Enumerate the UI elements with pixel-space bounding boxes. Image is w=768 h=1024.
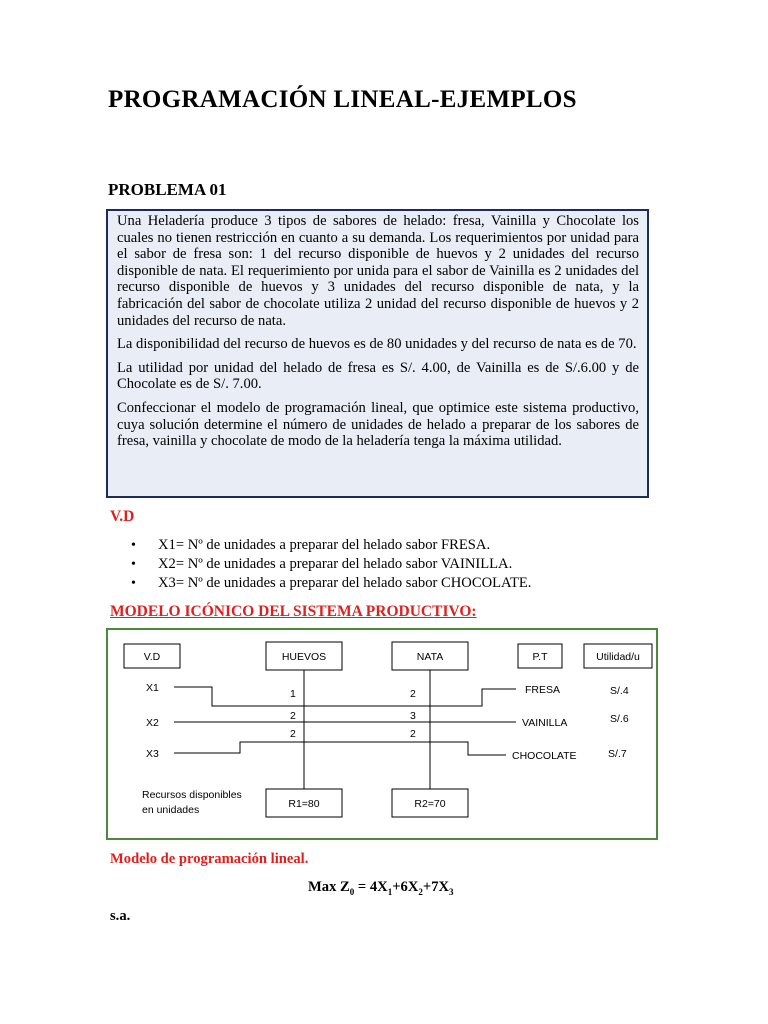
lp-model-heading: Modelo de programación lineal. xyxy=(110,851,309,867)
objective-x3-subscript: 3 xyxy=(449,886,454,897)
statement-paragraph-1: Una Heladería produce 3 tipos de sabores de helado: fresa, Vainilla y Chocolate los cuales no tienen restricción en cuanto a su demanda. Los requerimientos por unidad para el sabor de fresa son: 1 del recurso disponible de huevos y 2 unidades del recurso disponible de nata. El requerimiento por unida para el sabor de Vainilla es 2 unidades del recurso disponible de huevos y 3 unidades del recurso disponible de nata, y la fabricación del sabor de chocolate utiliza 2 unidad del recurso disponible de huevos y 2 unidades del recurso de nata. xyxy=(117,213,639,329)
coef-huevos-x3: 2 xyxy=(290,728,296,740)
iconic-model-heading: MODELO ICÓNICO DEL SISTEMA PRODUCTIVO: xyxy=(110,603,477,620)
x3-route xyxy=(174,742,506,755)
statement-paragraph-2: La disponibilidad del recurso de huevos es de 80 unidades y del recurso de nata es de 70. xyxy=(117,336,637,353)
x1-route xyxy=(174,687,516,706)
objective-term1: = 4X xyxy=(354,879,388,895)
variable-x3: • X3= Nº de unidades a preparar del helado sabor CHOCOLATE. xyxy=(131,574,531,593)
vd-box-label: V.D xyxy=(143,651,161,663)
variable-x2: • X2= Nº de unidades a preparar del helado sabor VAINILLA. xyxy=(131,555,531,574)
iconic-model-diagram xyxy=(106,628,658,840)
r1-label: R1=80 xyxy=(288,798,320,810)
utility-vainilla: S/.6 xyxy=(610,713,629,725)
vd-heading: V.D xyxy=(110,508,135,525)
utility-fresa: S/.4 xyxy=(610,685,629,697)
coef-huevos-x1: 1 xyxy=(290,688,296,700)
objective-prefix: Max Z xyxy=(308,879,350,895)
coef-nata-x3: 2 xyxy=(410,728,416,740)
variable-x1: • X1= Nº de unidades a preparar del helado sabor FRESA. xyxy=(131,536,531,555)
problem-heading: PROBLEMA 01 xyxy=(108,180,227,199)
utility-chocolate: S/.7 xyxy=(608,748,627,760)
coef-huevos-x2: 2 xyxy=(290,710,296,722)
objective-term2: +6X xyxy=(392,879,419,895)
coef-nata-x1: 2 xyxy=(410,688,416,700)
utilidad-label: Utilidad/u xyxy=(596,651,640,663)
x2-label: X2 xyxy=(146,717,159,729)
variable-list xyxy=(131,536,531,593)
problem-statement-box xyxy=(106,209,649,498)
objective-function xyxy=(308,879,454,897)
product-vainilla: VAINILLA xyxy=(522,717,568,729)
recursos-label-line2: en unidades xyxy=(142,804,200,816)
x1-label: X1 xyxy=(146,682,159,694)
pt-label: P.T xyxy=(532,651,548,663)
r2-label: R2=70 xyxy=(414,798,446,810)
objective-x2-subscript: 2 xyxy=(418,886,423,897)
product-fresa: FRESA xyxy=(525,684,561,696)
recursos-label-line1: Recursos disponibles xyxy=(142,789,242,801)
objective-term3: +7X xyxy=(422,879,450,895)
statement-paragraph-3: La utilidad por unidad del helado de fresa es S/. 4.00, de Vainilla es de S/.6.00 y de Chocolate es de S/. 7.00. xyxy=(117,359,639,393)
statement-paragraph-4: Confeccionar el modelo de programación lineal, que optimice este sistema productivo, cuya solución determine el número de unidades de helado a preparar de los sabores de fresa, vainilla y chocolate de modo de la heladería tenga la máxima utilidad. xyxy=(117,399,639,450)
diagram-canvas xyxy=(108,630,656,838)
coef-nata-x2: 3 xyxy=(410,710,416,722)
subject-to-label: s.a. xyxy=(110,908,131,924)
objective-z-subscript: 0 xyxy=(349,886,355,897)
x3-label: X3 xyxy=(146,748,159,760)
product-chocolate: CHOCOLATE xyxy=(512,750,577,762)
page-title: PROGRAMACIÓN LINEAL-EJEMPLOS xyxy=(108,86,577,113)
huevos-label: HUEVOS xyxy=(281,651,327,663)
nata-label: NATA xyxy=(416,651,444,663)
objective-x1-subscript: 1 xyxy=(387,886,393,897)
